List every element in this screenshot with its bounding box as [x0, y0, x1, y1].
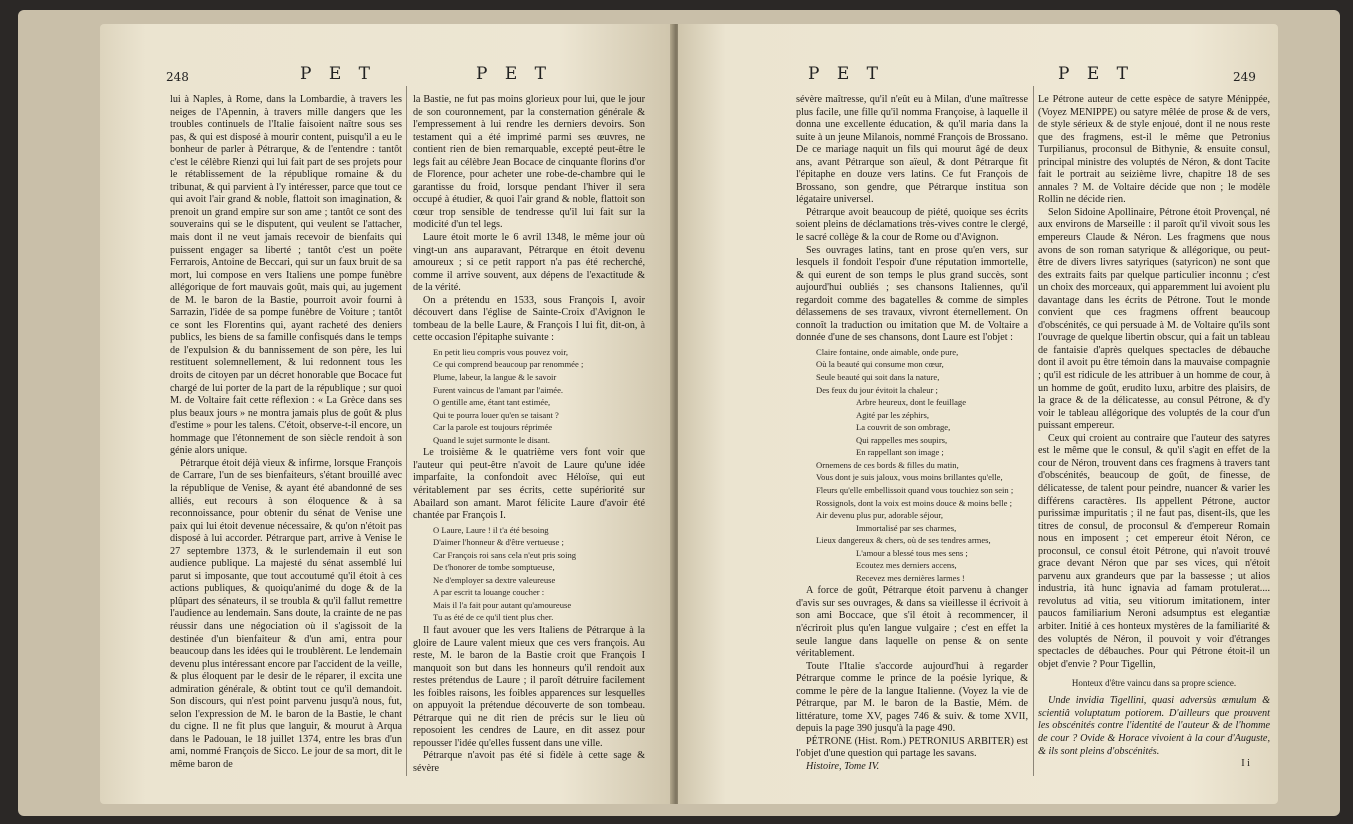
verse-line: Ce qui comprend beaucoup par renommée ;	[433, 359, 584, 370]
column-rule	[406, 86, 407, 776]
paragraph: Selon Sidoine Apollinaire, Pétrone étoit Provençal, né aux environs de Marseille : il paroît qu'il vivoit sous les empereurs Claude & Néron. Les fragmens que nous avons de son roman satyrique & allégorique, ou peut-être de divers livres satyriques (satyricon) ne sont que des extraits faits par quelque particulier inconnu ; c'est un choix des morceaux, qui apparemment lui avoient plu davantage dans les écrits de Pétrone. Tout le monde convient que ces fragmens offrent beaucoup d'obscénités, ce qui persuade à M. de Voltaire qu'ils sont l'ouvrage de quelque libertin obscur, qui a fait un tableau de fantaisie d'après quelques spectacles de débauche dont il avoit pu être témoin dans la mauvaise compagnie ; qu'il est ridicule de les attribuer à un homme de cour, à un homme de goût, erudito luxu, arbitre des plaisirs, de la grace & de la délicatesse, au consul Pétrone, & d'y voir le tableau allégorique des voluptés de la cour d'un puissant empereur.	[1038, 206, 1270, 432]
verse-line: Agité par les zéphirs,	[856, 409, 930, 420]
running-head-2: P E T	[1058, 64, 1134, 84]
paragraph: Pétrarque avoit beaucoup de piété, quoique ses écrits soient pleins de déclamations très-vives contre le clergé, le sacré collège & la cour de Rome ou d'Avignon.	[796, 206, 1028, 244]
left-column-2	[413, 94, 645, 776]
running-head-2: P E T	[476, 64, 552, 84]
paragraph: Le Pétrone auteur de cette espèce de satyre Ménippée, (Voyez MENIPPE) ou satyre mêlée de prose & de vers, de style sérieux & de style enjoué, dont il ne nous reste que des fragmens, est-il le même que Petronius Turpilianus, proconsul de Bithynie, & ensuite consul, principal ministre des voluptés de Néron, & dont Tacite fait le portrait au seizième livre, chapitre 18 de ses annales ? M. de Voltaire décide que non ; le modèle Rollin ne décide rien.	[1038, 94, 1270, 206]
column-rule	[1033, 86, 1034, 776]
paragraph: Ceux qui croient au contraire que l'auteur des satyres est le même que le consul, & qu'il s'agit en effet de la cour de Néron, trouvent dans ces fragmens à travers tant d'obscénités, beaucoup de goût, de finesse, de délicatesse, de talent pour peindre, nuancer & varier les différens caractères. Ils appellent Pétrone, auctor purissimæ impuritatis ; il ne faut pas, disent-ils, que les titres de consul, de proconsul & d'empereur Romain nous en imposent ; cet empereur étoit Néron, ce proconsul, ce consul étoit Pétrone, qui n'avoit trouvé grace devant Néron que par ses vices, qui n'étoit parvenu aux grandeurs que par la bassesse ; ut alios industria, ità hunc ignavia ad famam protulerat.... revolutus ad vitia, seu vitiorum imitationem, inter paucos familiarium Neroni adsumptus est elegantiæ arbiter. Initié à ces honteux mystères de la familiarité & des voluptés de Néron, il pouvoit y voir d'étranges spectacles de débauches. Pour qui Pétrone étoit-il un objet d'envie ? Pour Tigellin,	[1038, 432, 1270, 670]
verse-line: A par escrit ta louange coucher :	[433, 587, 545, 598]
running-head: P E T	[808, 64, 884, 84]
paragraph: Il faut avouer que les vers Italiens de Pétrarque à la gloire de Laure valent mieux que ces vers françois. Au reste, M. le baron de la Bastie croit que François I manquoit son but dans les honneurs qu'il rendoit aux restes prétendus de Laure ; il paroît détruire facilement les foibles raisons, les foibles apparences sur lesquelles on appuyoit la prétendue découverte de son tombeau. Pétrarque qui ne dit rien de précis sur le lieu où reposoient les cendres de Laure, en dit assez pour repousser l'idée qu'elles fussent dans une ville.	[413, 624, 645, 749]
paragraph: la Bastie, ne fut pas moins glorieux pour lui, que le jour de son couronnement, par la consternation générale & l'empressement à lui rendre les derniers devoirs. Son testament qui a été imprimé parmi ses œuvres, ne contient rien de bien remarquable, excepté peut-être le legs fait au célèbre Jean Bocace de cinquante florins d'or de Florence, pour acheter une robe-de-chambre qui le garantisse du froid, lorsque pendant l'hiver il sera occupé à étudier, & quoi l'air grand & noble, flattoit son cœur trop sensible de tendresse qu'il lui fait sur la modicité d'un tel legs.	[413, 94, 645, 231]
verse-line: Lieux dangereux & chers, où de ses tendres armes,	[816, 535, 991, 546]
epitaph-verse	[433, 346, 645, 446]
verse-line: L'amour a blessé tous mes sens ;	[856, 547, 968, 558]
verse-line: Arbre heureux, dont le feuillage	[856, 397, 967, 408]
verse-line: Rossignols, dont la voix est moins douce & moins belle ;	[816, 497, 1012, 508]
paragraph: sévère maîtresse, qu'il n'eût eu à Milan, d'une maîtresse plus facile, une fille qu'il nomma Françoise, à laquelle il donna une excellente éducation, & qu'il maria dans la suite à un jeune Milanois, nommé François de Brossano. De ce mariage naquit un fils qui mourut âgé de deux ans, avant Pétrarque son aïeul, & dont Pétrarque fit l'épitaphe en douze vers latins. Ce fut François de Brossano, son gendre, que Pétrarque institua son légataire universel.	[796, 94, 1028, 206]
verse-line: Recevez mes dernières larmes !	[856, 572, 965, 583]
verse-line: Seule beauté qui soit dans la nature,	[816, 372, 940, 383]
paragraph: Pétrarque étoit déjà vieux & infirme, lorsque François de Carrare, l'un de ses bienfaiteurs, s'étant brouillé avec la république de Venise, & ayant été abandonné de ses alliés, eut recours à son éloquence & à sa reconnoissance, pour obtenir du sénat de Venise une paix qui lui étoit devenue nécessaire, & qu'on n'étoit pas disposé à lui accorder. Pétrarque part, arrive à Venise le 27 septembre 1373, & le surlendemain il eut son audience publique. La majesté du sénat assemblé lui parut si imposante, que tout accoutumé qu'il étoit à ces actions publiques, & quoiqu'animé du doge & de la plûpart des sénateurs, il se troubla & qu'il fallut remettre l'audience au lendemain. Sans doute, la crainte de ne pas réussir dans une négociation où il s'agissoit de la destinée d'un bienfaiteur & d'un ami, entra pour beaucoup dans les idées qui le troublèrent. Le lendemain devenu plus intéressant encore par l'accident de la veille, & plus éloquent par le desir de le réparer, il excita une admiration générale, & obtint tout ce qu'il demandoit. Son discours, qui n'est point parvenu jusqu'à nous, fut, selon l'expression de M. le baron de la Bastie, le chant du cigne. Il ne fit plus que languir, & mourut à Arqua dans le Padouan, le 18 juillet 1374, entre les bras d'un ami, nommé François de Sicco. Le jour de sa mort, dit le même baron de	[170, 457, 402, 770]
left-page	[100, 24, 674, 804]
verse-line: D'aimer l'honneur & d'être vertueuse ;	[433, 537, 564, 548]
running-head: P E T	[300, 64, 376, 84]
verse-line: Fleurs qu'elle embellissoit quand vous touchiez son sein ;	[816, 484, 1014, 495]
right-column-2	[1038, 94, 1270, 771]
voltaire-verse	[816, 346, 1028, 584]
verse-line: Immortalisé par ses charmes,	[856, 522, 957, 533]
signature-mark: I i	[1241, 758, 1250, 770]
paragraph: Le troisième & le quatrième vers font voir que l'auteur qui peut-être n'avoit de Laure qu'une idée imparfaite, la confondoit avec Héloïse, qui eut véritablement par ses écrits, cette supériorité sur Abailard son amant. Marot félicite Laure d'avoir été chantée par François I.	[413, 447, 645, 522]
verse-line: Des feux du jour évitoit la chaleur ;	[816, 384, 938, 395]
paragraph: Toute l'Italie s'accorde aujourd'hui à regarder Pétrarque comme le prince de la poésie lyrique, & comme le père de la langue Italienne. (Voyez la vie de Pétrarque, par M. le baron de la Bastie, Mém. de littérature, tome XV, pages 746 & suiv. & tome XVII, depuis la page 390 jusqu'à la page 490.	[796, 660, 1028, 735]
page-number: 249	[1233, 70, 1256, 84]
verse-line: Quand le sujet surmonte le disant.	[433, 434, 550, 445]
paragraph: A force de goût, Pétrarque étoit parvenu à changer d'avis sur ses ouvrages, & dans sa vieillesse il écrivoit à son ami Boccace, que s'il étoit à recommencer, il n'écriroit plus qu'en langue vulgaire ; c'est en effet la seule langue dans laquelle on pense & on sente véritablement.	[796, 585, 1028, 660]
verse-line: Ecoutez mes derniers accens,	[856, 560, 957, 571]
verse-line: Où la beauté qui consume mon cœur,	[816, 359, 944, 370]
verse-line: Air devenu plus pur, adorable séjour,	[816, 510, 943, 521]
verse-line: Qui te pourra louer qu'en se taisant ?	[433, 409, 559, 420]
book-spread	[18, 10, 1340, 816]
page-number: 248	[166, 70, 189, 84]
verse-line: Car François roi sans cela n'eut pris soing	[433, 549, 577, 560]
paragraph: Ses ouvrages latins, tant en prose qu'en vers, sur lesquels il fondoit l'espoir d'une réputation immortelle, & qui eurent de son temps le plus grand succès, sont aujourd'hui oubliés ; ses chansons Italiennes, qu'il regardoit comme des bagatelles & comme de simples délassemens de ses travaux, vivront éternellement. On connoît la traduction ou imitation que M. de Voltaire a donnée d'une de ses chansons, dont Laure est l'objet :	[796, 244, 1028, 344]
paragraph: On a prétendu en 1533, sous François I, avoir découvert dans l'église de Sainte-Croix d'Avignon le tombeau de la belle Laure, & François I lui fit, dit-on, à cette occasion l'épitaphe suivante :	[413, 294, 645, 344]
marot-verse	[433, 524, 645, 624]
verse-line: Claire fontaine, onde aimable, onde pure,	[816, 346, 959, 357]
left-column-1	[170, 94, 402, 772]
footnote-title: Honteux d'être vaincu dans sa propre science.	[1071, 678, 1237, 689]
verse-line: De t'honorer de tombe somptueuse,	[433, 562, 555, 573]
right-column-1	[796, 94, 1028, 774]
verse-line: O gentille ame, étant tant estimée,	[433, 397, 551, 408]
verse-line: Vous dont je suis jaloux, vous moins brillantes qu'elle,	[816, 472, 1003, 483]
paragraph: lui à Naples, à Rome, dans la Lombardie, à travers les neiges de l'Apennin, à travers mille dangers que les troubles continuels de l'Italie faisoient naître sous ses pas, & qui est disposé à mourir content, puisqu'il a eu le bonheur de parler à Pétrarque, & de l'entendre : tantôt c'est le célèbre Rienzi qui lui fait part de ses projets pour le rétablissement de la république romaine & du tribunat, & qui parvient à l'y intéresser, parce que tout ce qui avoit l'air grand & noble, flattoit son imagination, & prenoit un grand empire sur son ame ; tantôt ce sont des souverains qui se le disputent, qui veulent se l'attacher, mais dont il ne veut jamais recevoir de bienfaits qui puissent engager sa liberté ; tantôt c'est un poëte Ferrarois, Antoine de Beccari, qui sur un faux bruit de sa mort, lui compose en vers Italiens une pompe funèbre allégorique de fort mauvais goût, mais qui, au jugement de M. le baron de la Bastie, pourroit avoir fourni à Sarrazin, l'idée de sa pompe funèbre de Voiture ; tantôt ce sont les Florentins qui, ayant racheté des deniers publics, les biens de sa famille confisqués dans le temps de l'expulsion & du bannissement de son père, les lui restituent solemnellement, & lui redonnent tous les droits de citoyen par un décret honorable que Bocace fut chargé de lui porter de la part de la république ; sur quoi M. de Voltaire fait cette réflexion : « La Grèce dans ses plus beaux jours » ne montra jamais plus de goût & plus d'estime » pour les talens. C'étoit, observe-t-il encore, un hommage que l'étonnement de son siècle rendoit à son génie alors unique.	[170, 94, 402, 457]
paragraph: Laure étoit morte le 6 avril 1348, le même jour où vingt-un ans auparavant, Pétrarque en étoit devenu amoureux ; si ce petit rapport n'a pas été recherché, comme il arrive souvent, aux dépens de l'exactitude & de la vérité.	[413, 232, 645, 294]
verse-line: Tu as été de ce qu'il tient plus cher.	[433, 612, 554, 623]
verse-line: En rappellant son image ;	[856, 447, 944, 458]
verse-line: Qui rappelles mes soupirs,	[856, 434, 948, 445]
verse-line: Furent vaincus de l'amant par l'aimée.	[433, 384, 564, 395]
verse-line: Plume, labeur, la langue & le savoir	[433, 372, 557, 383]
verse-line: Mais il l'a fait pour autant qu'amoureuse	[433, 599, 572, 610]
verse-line: Ornemens de ces bords & filles du matin,	[816, 459, 959, 470]
verse-line: En petit lieu compris vous pouvez voir,	[433, 346, 568, 357]
entry-heading: PÉTRONE (Hist. Rom.) PETRONIUS ARBITER) est l'objet d'une question qui partage les savans.	[796, 735, 1028, 760]
paragraph: Pétrarque n'avoit pas été si fidèle à cette sage & sévère	[413, 750, 645, 774]
right-page	[678, 24, 1278, 804]
verse-line: O Laure, Laure ! il t'a été besoing	[433, 524, 549, 535]
verse-line: Ne d'employer sa dextre valeureuse	[433, 574, 556, 585]
paragraph: Unde invidia Tigellini, quasi adversùs æmulum & scientiâ voluptatum potiorem. D'ailleurs que prouvent les obscénités contre l'identité de l'auteur & de l'homme de cour ? Ovide & Horace vivoient à la cour d'Auguste, & ils sont pleins d'obscénités.	[1038, 695, 1270, 757]
verse-line: La couvrit de son ombrage,	[856, 422, 951, 433]
volume-footer: Histoire, Tome IV.	[806, 760, 880, 772]
verse-line: Car la parole est toujours réprimée	[433, 422, 553, 433]
